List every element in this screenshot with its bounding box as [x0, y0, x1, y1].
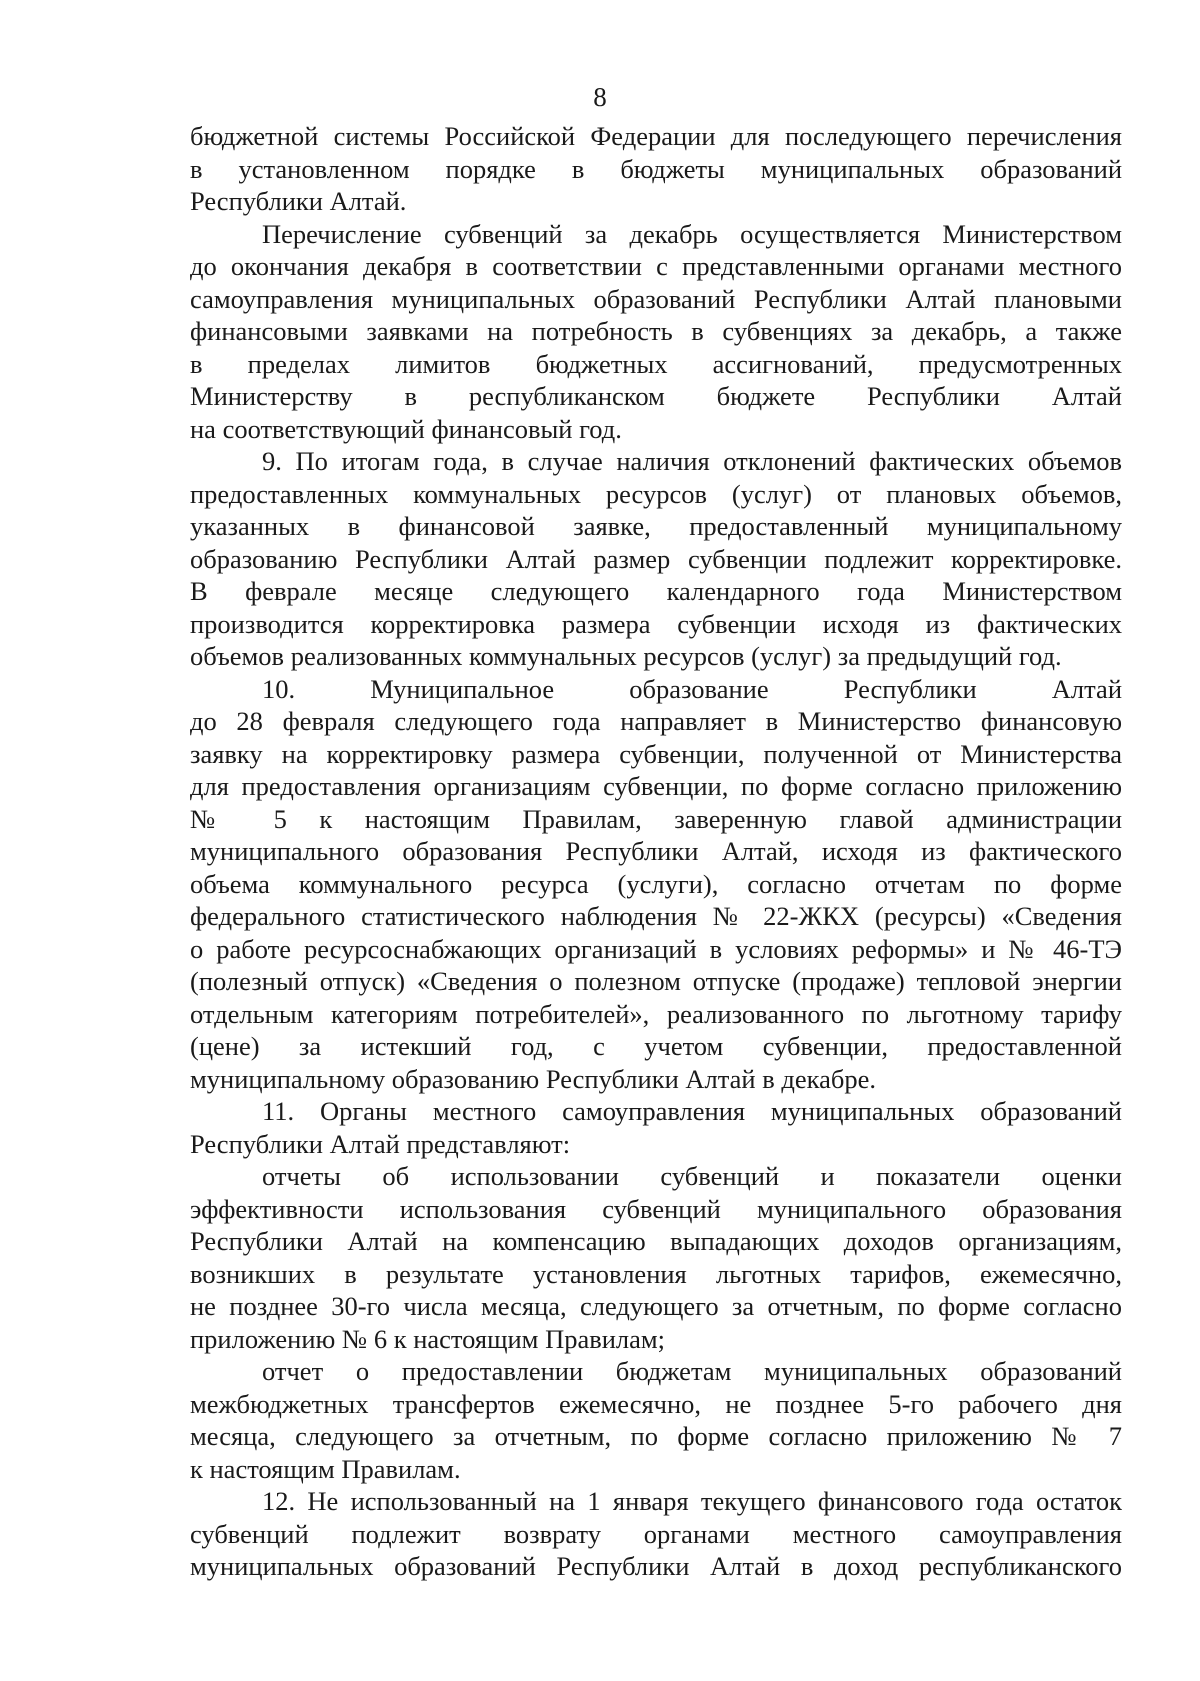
text-line: указанных в финансовой заявке, предоставленный муниципальному [190, 511, 1122, 541]
text-line: Республики Алтай на компенсацию выпадающих доходов организациям, [190, 1226, 1122, 1256]
text-line: не позднее 30-го числа месяца, следующего за отчетным, по форме согласно [190, 1291, 1122, 1321]
text-line: отдельным категориям потребителей», реализованного по льготному тарифу [190, 998, 1122, 1029]
text-line: к настоящим Правилам. [190, 1453, 461, 1484]
text-line: Республики Алтай представляют: [190, 1128, 571, 1159]
text-line: в установленном порядке в бюджеты муниципальных образований [190, 153, 1122, 184]
text-line: на соответствующий финансовый год. [190, 413, 622, 444]
text-line: самоуправления муниципальных образований Республики Алтай плановыми [190, 283, 1122, 314]
text-line: образованию Республики Алтай размер субвенции подлежит корректировке. [190, 543, 1122, 574]
text-line: (полезный отпуск) «Сведения о полезном отпуске (продаже) тепловой энергии [190, 966, 1122, 996]
text-line: месяца, следующего за отчетным, по форме согласно приложению № 7 [190, 1421, 1122, 1451]
text-line: приложению № 6 к настоящим Правилам; [190, 1323, 666, 1354]
text-line: (цене) за истекший год, с учетом субвенции, предоставленной [190, 1031, 1122, 1061]
text-line: заявку на корректировку размера субвенции, полученной от Министерства [190, 738, 1122, 769]
text-line: о работе ресурсоснабжающих организаций в условиях реформы» и № 46-ТЭ [190, 933, 1122, 964]
text-line: муниципальных образований Республики Алтай в доход республиканского [190, 1551, 1122, 1581]
paragraph-item-10 [190, 673, 1122, 1096]
paragraph-reports-usage [190, 1160, 1122, 1355]
paragraph-december-transfer [190, 218, 1122, 446]
text-line: эффективности использования субвенций муниципального образования [190, 1193, 1122, 1224]
document-body [190, 120, 1122, 1583]
text-line: до окончания декабря в соответствии с представленными органами местного [190, 251, 1122, 281]
text-line: объемов реализованных коммунальных ресурсов (услуг) за предыдущий год. [190, 641, 1062, 671]
text-line: 9. По итогам года, в случае наличия отклонений фактических объемов [262, 446, 1122, 476]
text-line: для предоставления организациям субвенции, по форме согласно приложению [190, 771, 1122, 801]
text-line: В феврале месяце следующего календарного года Министерством [190, 576, 1122, 606]
text-line: предоставленных коммунальных ресурсов (услуг) от плановых объемов, [190, 478, 1122, 509]
text-line: финансовыми заявками на потребность в субвенциях за декабрь, а также [190, 316, 1122, 346]
text-line: Министерству в республиканском бюджете Республики Алтай [190, 381, 1122, 411]
text-line: муниципальному образованию Республики Алтай в декабре. [190, 1063, 876, 1094]
text-line: межбюджетных трансфертов ежемесячно, не позднее 5-го рабочего дня [190, 1388, 1122, 1419]
text-line: муниципального образования Республики Алтай, исходя из фактического [190, 836, 1122, 866]
paragraph-report-transfers [190, 1355, 1122, 1485]
text-line: объема коммунального ресурса (услуги), согласно отчетам по форме [190, 868, 1122, 899]
paragraph-item-11 [190, 1095, 1122, 1160]
text-line: Перечисление субвенций за декабрь осуществляется Министерством [262, 218, 1122, 249]
text-line: возникших в результате установления льготных тарифов, ежемесячно, [190, 1258, 1122, 1289]
text-line: производится корректировка размера субвенции исходя из фактических [190, 608, 1122, 639]
text-line: до 28 февраля следующего года направляет в Министерство финансовую [190, 706, 1122, 736]
text-line: отчеты об использовании субвенций и показатели оценки [262, 1161, 1122, 1191]
text-line: № 5 к настоящим Правилам, заверенную главой администрации [190, 803, 1122, 834]
paragraph-item-9 [190, 445, 1122, 673]
paragraph-continuation [190, 120, 1122, 218]
text-line: федерального статистического наблюдения № 22-ЖКХ (ресурсы) «Сведения [190, 901, 1122, 931]
text-line: отчет о предоставлении бюджетам муниципальных образований [262, 1356, 1122, 1386]
text-line: субвенций подлежит возврату органами местного самоуправления [190, 1518, 1122, 1549]
page-number: 8 [593, 82, 607, 112]
text-line: 11. Органы местного самоуправления муниципальных образований [262, 1096, 1122, 1126]
text-line: в пределах лимитов бюджетных ассигнований, предусмотренных [190, 348, 1122, 379]
text-line: 12. Не использованный на 1 января текущего финансового года остаток [262, 1486, 1122, 1516]
text-line: Республики Алтай. [190, 186, 407, 216]
text-line: бюджетной системы Российской Федерации для последующего перечисления [190, 121, 1122, 151]
text-line: 10. Муниципальное образование Республики Алтай [262, 673, 1122, 704]
paragraph-item-12 [190, 1485, 1122, 1583]
